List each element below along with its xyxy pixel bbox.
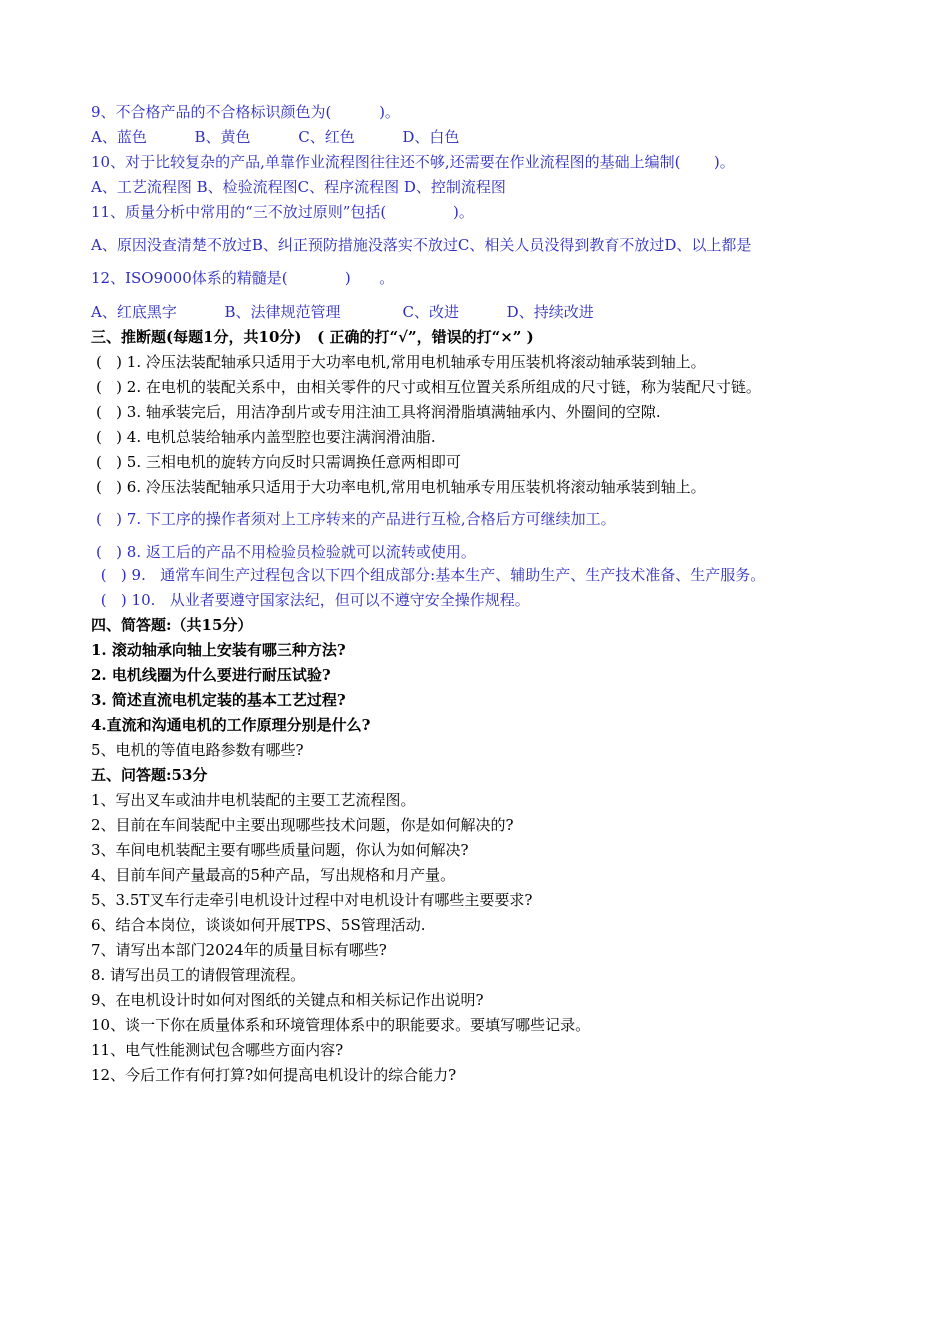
sa-item-4: 4.直流和沟通电机的工作原理分别是什么?	[91, 716, 371, 734]
qa-item-1: 1、写出叉车或油井电机装配的主要工艺流程图。	[91, 791, 416, 809]
qa-item-3: 3、车间电机装配主要有哪些质量问题，你认为如何解决?	[91, 841, 469, 859]
mc-options-10: A、工艺流程图 B、检验流程图C、程序流程图 D、控制流程图	[91, 178, 506, 196]
section-3-heading: 三、推断题(每题1分，共10分) ( 正确的打“√”，错误的打“×” )	[91, 328, 534, 346]
tf-item-7: ( ) 7. 下工序的操作者须对上工序转来的产品进行互检,合格后方可继续加工。	[96, 510, 616, 528]
sa-item-2: 2. 电机线圈为什么要进行耐压试验?	[91, 666, 331, 684]
qa-item-5: 5、3.5T叉车行走牵引电机设计过程中对电机设计有哪些主要要求?	[91, 891, 533, 909]
sa-item-5: 5、电机的等值电路参数有哪些?	[91, 741, 304, 759]
mc-question-9: 9、不合格产品的不合格标识颜色为( )。	[91, 103, 400, 121]
tf-item-8: ( ) 8. 返工后的产品不用检验员检验就可以流转或使用。	[96, 543, 476, 561]
mc-question-10: 10、对于比较复杂的产品,单靠作业流程图往往还不够,还需要在作业流程图的基础上编制( )。	[91, 153, 735, 171]
tf-item-4: ( ) 4. 电机总装给轴承内盖型腔也要注满润滑油脂.	[96, 428, 436, 446]
mc-question-12: 12、ISO9000体系的精髓是( ) 。	[91, 269, 395, 287]
qa-item-11: 11、电气性能测试包含哪些方面内容?	[91, 1041, 344, 1059]
tf-item-9: ( ) 9. 通常车间生产过程包含以下四个组成部分:基本生产、辅助生产、生产技术准备、生产服务。	[96, 566, 766, 584]
qa-item-10: 10、谈一下你在质量体系和环境管理体系中的职能要求。要填写哪些记录。	[91, 1016, 591, 1034]
mc-question-11: 11、质量分析中常用的“三不放过原则”包括( )。	[91, 203, 474, 221]
tf-item-1: ( ) 1. 冷压法装配轴承只适用于大功率电机,常用电机轴承专用压装机将滚动轴承装到轴上。	[96, 353, 706, 371]
sa-item-3: 3. 简述直流电机定装的基本工艺过程?	[91, 691, 346, 709]
qa-item-8: 8. 请写出员工的请假管理流程。	[91, 966, 306, 984]
qa-item-6: 6、结合本岗位，谈谈如何开展TPS、5S管理活动.	[91, 916, 426, 934]
qa-item-4: 4、目前车间产量最高的5种产品，写出规格和月产量。	[91, 866, 456, 884]
tf-item-5: ( ) 5. 三相电机的旋转方向反时只需调换任意两相即可	[96, 453, 461, 471]
tf-item-6: ( ) 6. 冷压法装配轴承只适用于大功率电机,常用电机轴承专用压装机将滚动轴承装到轴上。	[96, 478, 706, 496]
sa-item-1: 1. 滚动轴承向轴上安装有哪三种方法?	[91, 641, 346, 659]
mc-options-11: A、原因没查清楚不放过B、纠正预防措施没落实不放过C、相关人员没得到教育不放过D、以上都是	[91, 236, 752, 254]
tf-item-2: ( ) 2. 在电机的装配关系中，由相关零件的尺寸或相互位置关系所组成的尺寸链，称为装配尺寸链。	[96, 378, 761, 396]
tf-item-3: ( ) 3. 轴承装完后，用洁净刮片或专用注油工具将润滑脂填满轴承内、外圈间的空隙.	[96, 403, 661, 421]
section-4-heading: 四、简答题:（共15分）	[91, 616, 253, 634]
section-5-heading: 五、问答题:53分	[91, 766, 208, 784]
mc-options-12: A、红底黑字 B、法律规范管理 C、改进 D、持续改进	[91, 303, 594, 321]
qa-item-2: 2、目前在车间装配中主要出现哪些技术问题，你是如何解决的?	[91, 816, 514, 834]
tf-item-10: ( ) 10. 从业者要遵守国家法纪，但可以不遵守安全操作规程。	[96, 591, 530, 609]
qa-item-12: 12、今后工作有何打算?如何提高电机设计的综合能力?	[91, 1066, 457, 1084]
mc-options-9: A、蓝色 B、黄色 C、红色 D、白色	[91, 128, 460, 146]
qa-item-9: 9、在电机设计时如何对图纸的关键点和相关标记作出说明?	[91, 991, 484, 1009]
qa-item-7: 7、请写出本部门2024年的质量目标有哪些?	[91, 941, 387, 959]
